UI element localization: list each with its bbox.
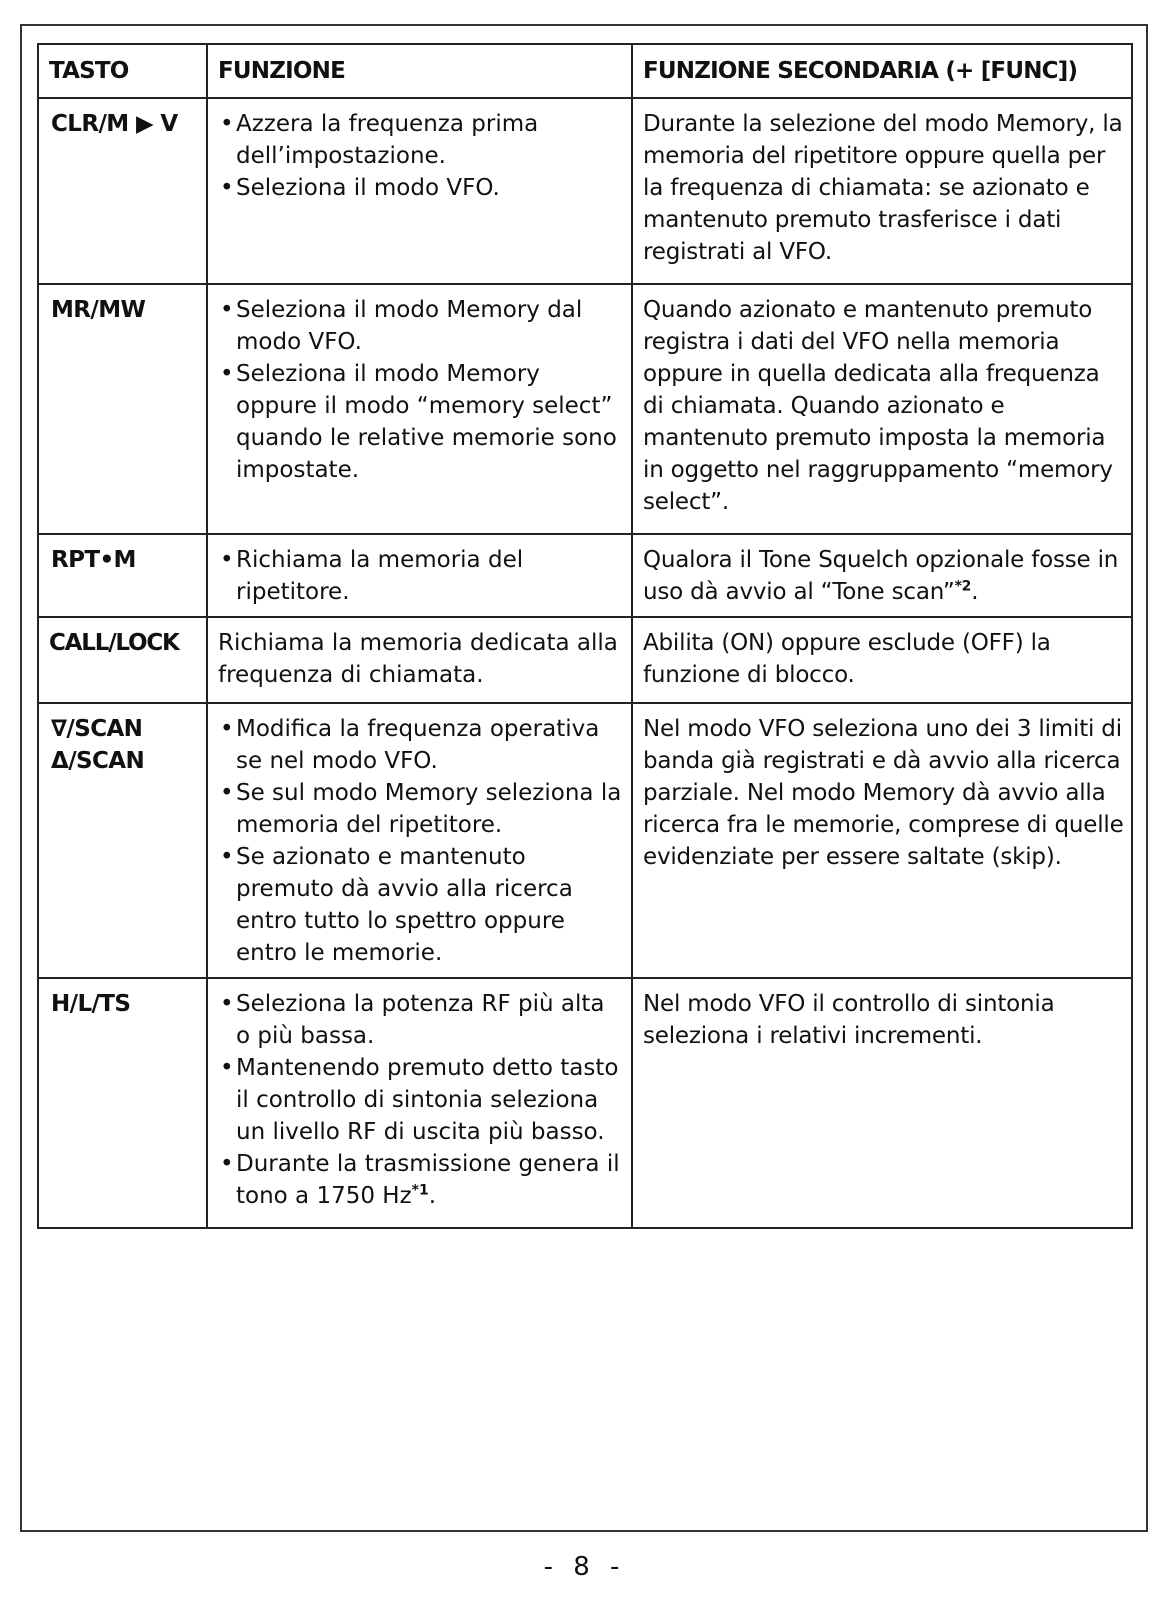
secondary-cell: Quando azionato e mantenuto premuto registra i dati del VFO nella memoria oppure in quella dedicata alla frequenza di chiamata. Quando azionato e mantenuto premuto imposta la memoria in oggetto nel raggruppamento “memory select”. (632, 284, 1132, 534)
header-secondary-function: FUNZIONE SECONDARIA (+ [FUNC]) (632, 44, 1132, 98)
key-name: ∇/SCAN (51, 716, 143, 742)
list-item-end: . (428, 1183, 437, 1209)
secondary-cell: Abilita (ON) oppure esclude (OFF) la funzione di blocco. (632, 617, 1132, 703)
secondary-end: . (971, 579, 979, 605)
key-name: CALL/LOCK (49, 630, 179, 656)
page-number: - 8 - (543, 1552, 626, 1582)
list-item: • Seleziona la potenza RF più alta o più bassa. (218, 988, 625, 1052)
list-item-text: Durante la trasmissione genera il tono a 1750 Hz (236, 1151, 620, 1209)
table-row (38, 284, 1132, 534)
list-item: • Mantenendo premuto detto tasto il controllo di sintonia seleziona un livello RF di uscita più basso. (218, 1052, 625, 1148)
list-item: • Azzera la frequenza prima dell’impostazione. (218, 108, 625, 172)
function-cell (207, 978, 632, 1228)
list-item: • Se azionato e mantenuto premuto dà avvio alla ricerca entro tutto lo spettro oppure entro le memorie. (218, 841, 625, 969)
header-function: FUNZIONE (207, 44, 632, 98)
key-name: Δ/SCAN (51, 748, 145, 774)
list-item: • Seleziona il modo Memory dal modo VFO. (218, 294, 625, 358)
function-cell (207, 534, 632, 617)
key-cell (38, 284, 207, 534)
key-cell (38, 978, 207, 1228)
function-cell: Richiama la memoria dedicata alla frequenza di chiamata. (207, 617, 632, 703)
key-cell (38, 617, 207, 703)
footnote-mark: *2 (954, 578, 972, 595)
key-name: H/L/TS (51, 991, 131, 1017)
key-function-table (37, 43, 1133, 1229)
secondary-cell: Nel modo VFO seleziona uno dei 3 limiti di banda già registrati e dà avvio alla ricerca parziale. Nel modo Memory dà avvio alla ricerca fra le memorie, comprese di quelle evidenziate per essere saltate (skip). (632, 703, 1132, 978)
function-cell (207, 98, 632, 284)
footnote-mark: *1 (411, 1182, 429, 1199)
key-cell (38, 98, 207, 284)
function-cell (207, 703, 632, 978)
list-item: • Se sul modo Memory seleziona la memoria del ripetitore. (218, 777, 625, 841)
list-item (218, 1148, 625, 1212)
table-header-row (38, 44, 1132, 98)
table-row (38, 98, 1132, 284)
table-row (38, 534, 1132, 617)
key-name: RPT•M (51, 547, 136, 573)
key-name: MR/MW (51, 297, 146, 323)
function-cell (207, 284, 632, 534)
table-row (38, 703, 1132, 978)
key-name: CLR/M ▶ V (51, 111, 178, 137)
key-cell (38, 703, 207, 978)
header-key: TASTO (38, 44, 207, 98)
secondary-cell: Nel modo VFO il controllo di sintonia seleziona i relativi incrementi. (632, 978, 1132, 1228)
secondary-cell (632, 534, 1132, 617)
table-row (38, 617, 1132, 703)
key-cell (38, 534, 207, 617)
list-item: • Seleziona il modo VFO. (218, 172, 625, 204)
list-item: • Modifica la frequenza operativa se nel modo VFO. (218, 713, 625, 777)
list-item: • Seleziona il modo Memory oppure il modo “memory select” quando le relative memorie sono impostate. (218, 358, 625, 486)
table-row (38, 978, 1132, 1228)
secondary-text: Qualora il Tone Squelch opzionale fosse in uso dà avvio al “Tone scan” (643, 547, 1119, 605)
list-item: • Richiama la memoria del ripetitore. (218, 544, 625, 608)
secondary-cell: Durante la selezione del modo Memory, la memoria del ripetitore oppure quella per la frequenza di chiamata: se azionato e mantenuto premuto trasferisce i dati registrati al VFO. (632, 98, 1132, 284)
